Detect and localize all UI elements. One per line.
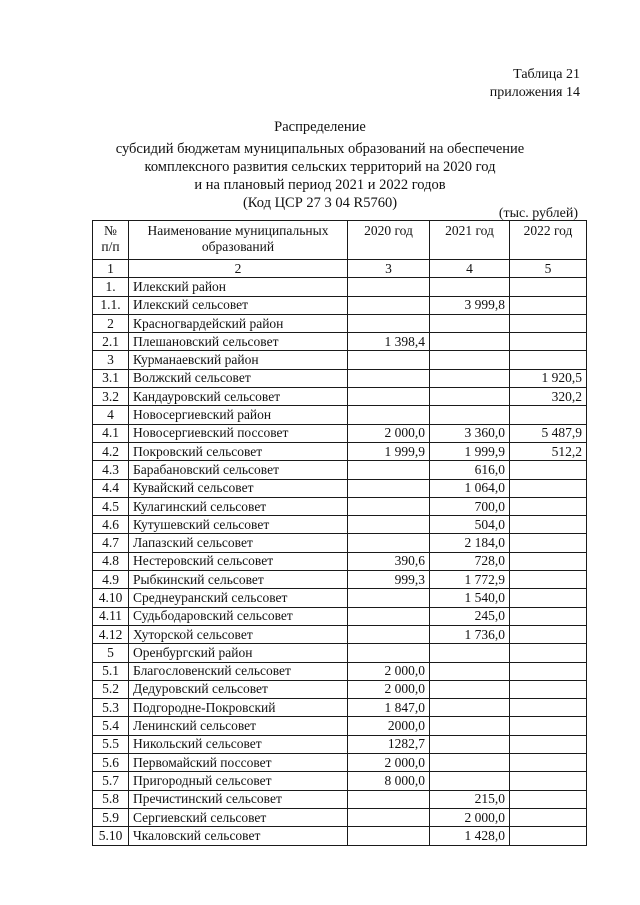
row-name: Илекский район: [129, 278, 348, 296]
row-name: Новосергиевский поссовет: [129, 424, 348, 442]
row-value-2021: 1 540,0: [430, 589, 510, 607]
row-value-2022: [510, 827, 587, 845]
row-value-2022: 1 920,5: [510, 369, 587, 387]
row-number: 1.: [93, 278, 129, 296]
header-number: [93, 221, 129, 260]
header-name-line-1: Наименование муниципальных: [147, 223, 329, 238]
row-value-2022: [510, 607, 587, 625]
row-name: Новосергиевский район: [129, 406, 348, 424]
table-row: [93, 278, 587, 296]
row-value-2020: 1282,7: [348, 735, 430, 753]
row-name: Чкаловский сельсовет: [129, 827, 348, 845]
row-value-2021: 504,0: [430, 516, 510, 534]
row-name: Кандауровский сельсовет: [129, 388, 348, 406]
row-value-2022: [510, 479, 587, 497]
row-value-2021: 1 736,0: [430, 625, 510, 643]
table-row: [93, 442, 587, 460]
table-row: [93, 534, 587, 552]
column-number: 3: [348, 260, 430, 278]
table-row: [93, 589, 587, 607]
row-value-2022: [510, 552, 587, 570]
row-value-2020: [348, 497, 430, 515]
row-number: 1.1.: [93, 296, 129, 314]
table-row: [93, 607, 587, 625]
row-value-2020: [348, 534, 430, 552]
row-value-2020: [348, 644, 430, 662]
row-name: Среднеуранский сельсовет: [129, 589, 348, 607]
table-header-row: [93, 221, 587, 260]
row-name: Первомайский поссовет: [129, 754, 348, 772]
header-number-line-2: п/п: [101, 239, 120, 254]
row-value-2020: [348, 296, 430, 314]
row-value-2022: [510, 717, 587, 735]
row-value-2021: 1 999,9: [430, 442, 510, 460]
row-number: 4.6: [93, 516, 129, 534]
row-value-2021: 1 428,0: [430, 827, 510, 845]
document-title: [40, 118, 600, 212]
row-name: Нестеровский сельсовет: [129, 552, 348, 570]
row-value-2021: 2 000,0: [430, 808, 510, 826]
row-value-2020: [348, 278, 430, 296]
table-row: [93, 754, 587, 772]
title-line-3: и на плановый период 2021 и 2022 годов: [194, 177, 446, 193]
row-value-2020: 999,3: [348, 571, 430, 589]
table-row: [93, 735, 587, 753]
row-value-2020: 2 000,0: [348, 754, 430, 772]
table-row: [93, 772, 587, 790]
table-row: [93, 699, 587, 717]
row-name: Оренбургский район: [129, 644, 348, 662]
row-name: Барабановский сельсовет: [129, 461, 348, 479]
table-body: [93, 278, 587, 845]
header-name-line-2: образований: [201, 239, 275, 254]
row-value-2021: [430, 735, 510, 753]
title-line-1: субсидий бюджетам муниципальных образований на обеспечение: [115, 141, 525, 157]
row-value-2021: [430, 772, 510, 790]
row-value-2022: [510, 278, 587, 296]
table-row: [93, 296, 587, 314]
table-row: [93, 516, 587, 534]
row-value-2022: [510, 534, 587, 552]
row-number: 5.7: [93, 772, 129, 790]
table-row: [93, 680, 587, 698]
row-value-2021: [430, 369, 510, 387]
table-row: [93, 644, 587, 662]
row-number: 5.4: [93, 717, 129, 735]
header-2021: 2021 год: [430, 221, 510, 260]
row-value-2021: [430, 333, 510, 351]
row-number: 3: [93, 351, 129, 369]
table-row: [93, 662, 587, 680]
row-number: 4.5: [93, 497, 129, 515]
header-2022: 2022 год: [510, 221, 587, 260]
row-value-2020: [348, 589, 430, 607]
row-value-2021: [430, 717, 510, 735]
row-value-2020: 2 000,0: [348, 424, 430, 442]
row-value-2020: 2 000,0: [348, 662, 430, 680]
row-number: 5.5: [93, 735, 129, 753]
table-row: [93, 314, 587, 332]
row-value-2020: 2000,0: [348, 717, 430, 735]
row-value-2022: [510, 680, 587, 698]
row-value-2022: 320,2: [510, 388, 587, 406]
table-row: [93, 571, 587, 589]
row-value-2020: 8 000,0: [348, 772, 430, 790]
table-row: [93, 497, 587, 515]
column-number: 5: [510, 260, 587, 278]
row-value-2020: [348, 625, 430, 643]
table-row: [93, 333, 587, 351]
row-name: Лапазский сельсовет: [129, 534, 348, 552]
table-reference: [380, 66, 580, 102]
column-number: 1: [93, 260, 129, 278]
row-name: Плешановский сельсовет: [129, 333, 348, 351]
row-name: Никольский сельсовет: [129, 735, 348, 753]
header-2020: 2020 год: [348, 221, 430, 260]
row-number: 4.2: [93, 442, 129, 460]
row-name: Кулагинский сельсовет: [129, 497, 348, 515]
row-number: 4.4: [93, 479, 129, 497]
column-number-row: [93, 260, 587, 278]
row-value-2022: [510, 351, 587, 369]
table-row: [93, 461, 587, 479]
row-value-2021: [430, 644, 510, 662]
reference-table-number: Таблица 21: [513, 67, 580, 82]
row-name: Судьбодаровский сельсовет: [129, 607, 348, 625]
row-value-2020: [348, 827, 430, 845]
row-value-2020: [348, 461, 430, 479]
row-name: Илекский сельсовет: [129, 296, 348, 314]
row-value-2020: [348, 314, 430, 332]
row-number: 5.9: [93, 808, 129, 826]
row-number: 4.9: [93, 571, 129, 589]
row-value-2020: 2 000,0: [348, 680, 430, 698]
row-name: Подгородне-Покровский: [129, 699, 348, 717]
row-name: Хуторской сельсовет: [129, 625, 348, 643]
table-row: [93, 827, 587, 845]
table-row: [93, 369, 587, 387]
table-row: [93, 479, 587, 497]
row-value-2022: [510, 662, 587, 680]
row-name: Пречистинский сельсовет: [129, 790, 348, 808]
row-value-2020: [348, 607, 430, 625]
row-name: Пригородный сельсовет: [129, 772, 348, 790]
table-row: [93, 406, 587, 424]
row-name: Сергиевский сельсовет: [129, 808, 348, 826]
row-value-2020: [348, 369, 430, 387]
row-value-2020: [348, 790, 430, 808]
row-value-2022: [510, 516, 587, 534]
row-value-2022: 5 487,9: [510, 424, 587, 442]
header-number-line-1: №: [104, 223, 117, 238]
row-value-2022: [510, 644, 587, 662]
row-value-2021: [430, 278, 510, 296]
table-row: [93, 808, 587, 826]
row-value-2021: [430, 699, 510, 717]
row-value-2022: 512,2: [510, 442, 587, 460]
row-value-2022: [510, 461, 587, 479]
table-row: [93, 351, 587, 369]
row-number: 4.3: [93, 461, 129, 479]
row-value-2022: [510, 699, 587, 717]
row-value-2020: [348, 406, 430, 424]
row-number: 5.6: [93, 754, 129, 772]
row-value-2020: 1 398,4: [348, 333, 430, 351]
row-value-2022: [510, 790, 587, 808]
units-label: (тыс. рублей): [498, 206, 578, 221]
title-line-2: комплексного развития сельских территорий на 2020 год: [144, 159, 496, 175]
row-value-2022: [510, 735, 587, 753]
row-value-2020: [348, 388, 430, 406]
row-number: 4.8: [93, 552, 129, 570]
table-row: [93, 388, 587, 406]
table-row: [93, 424, 587, 442]
row-number: 2.1: [93, 333, 129, 351]
column-number: 2: [129, 260, 348, 278]
row-number: 4.12: [93, 625, 129, 643]
row-value-2022: [510, 497, 587, 515]
row-number: 5.2: [93, 680, 129, 698]
row-value-2021: [430, 351, 510, 369]
row-name: Рыбкинский сельсовет: [129, 571, 348, 589]
row-value-2020: [348, 516, 430, 534]
row-number: 3.2: [93, 388, 129, 406]
row-value-2020: [348, 351, 430, 369]
row-value-2020: [348, 479, 430, 497]
table-row: [93, 552, 587, 570]
row-value-2020: 1 847,0: [348, 699, 430, 717]
row-name: Благословенский сельсовет: [129, 662, 348, 680]
row-value-2021: [430, 754, 510, 772]
title-main: Распределение: [274, 119, 366, 135]
row-number: 4.1: [93, 424, 129, 442]
row-number: 5.10: [93, 827, 129, 845]
row-number: 5.3: [93, 699, 129, 717]
row-number: 4: [93, 406, 129, 424]
row-value-2022: [510, 625, 587, 643]
row-number: 5.1: [93, 662, 129, 680]
row-value-2021: 2 184,0: [430, 534, 510, 552]
row-value-2020: 390,6: [348, 552, 430, 570]
row-number: 4.11: [93, 607, 129, 625]
row-name: Волжский сельсовет: [129, 369, 348, 387]
row-value-2021: 3 999,8: [430, 296, 510, 314]
row-value-2021: 245,0: [430, 607, 510, 625]
row-name: Дедуровский сельсовет: [129, 680, 348, 698]
reference-appendix: приложения 14: [489, 85, 580, 100]
column-number: 4: [430, 260, 510, 278]
row-value-2021: 3 360,0: [430, 424, 510, 442]
row-number: 3.1: [93, 369, 129, 387]
table-row: [93, 717, 587, 735]
row-value-2022: [510, 589, 587, 607]
row-number: 2: [93, 314, 129, 332]
row-number: 5: [93, 644, 129, 662]
row-value-2022: [510, 754, 587, 772]
row-number: 4.7: [93, 534, 129, 552]
row-value-2021: 616,0: [430, 461, 510, 479]
row-value-2021: [430, 406, 510, 424]
row-value-2022: [510, 406, 587, 424]
row-value-2021: 728,0: [430, 552, 510, 570]
row-value-2021: [430, 680, 510, 698]
table-row: [93, 625, 587, 643]
table-row: [93, 790, 587, 808]
subsidy-table: [92, 220, 587, 846]
row-value-2022: [510, 571, 587, 589]
row-value-2021: [430, 662, 510, 680]
row-value-2022: [510, 772, 587, 790]
row-value-2022: [510, 333, 587, 351]
header-name: [129, 221, 348, 260]
title-code: (Код ЦСР 27 3 04 R5760): [242, 195, 398, 211]
row-name: Курманаевский район: [129, 351, 348, 369]
row-value-2021: 215,0: [430, 790, 510, 808]
row-value-2022: [510, 314, 587, 332]
row-value-2021: 1 772,9: [430, 571, 510, 589]
row-name: Красногвардейский район: [129, 314, 348, 332]
row-value-2020: [348, 808, 430, 826]
row-value-2020: 1 999,9: [348, 442, 430, 460]
row-number: 4.10: [93, 589, 129, 607]
row-value-2021: 1 064,0: [430, 479, 510, 497]
row-name: Покровский сельсовет: [129, 442, 348, 460]
row-name: Кутушевский сельсовет: [129, 516, 348, 534]
row-value-2021: 700,0: [430, 497, 510, 515]
row-name: Ленинский сельсовет: [129, 717, 348, 735]
row-value-2022: [510, 808, 587, 826]
row-value-2021: [430, 388, 510, 406]
row-name: Кувайский сельсовет: [129, 479, 348, 497]
row-value-2022: [510, 296, 587, 314]
row-value-2021: [430, 314, 510, 332]
row-number: 5.8: [93, 790, 129, 808]
